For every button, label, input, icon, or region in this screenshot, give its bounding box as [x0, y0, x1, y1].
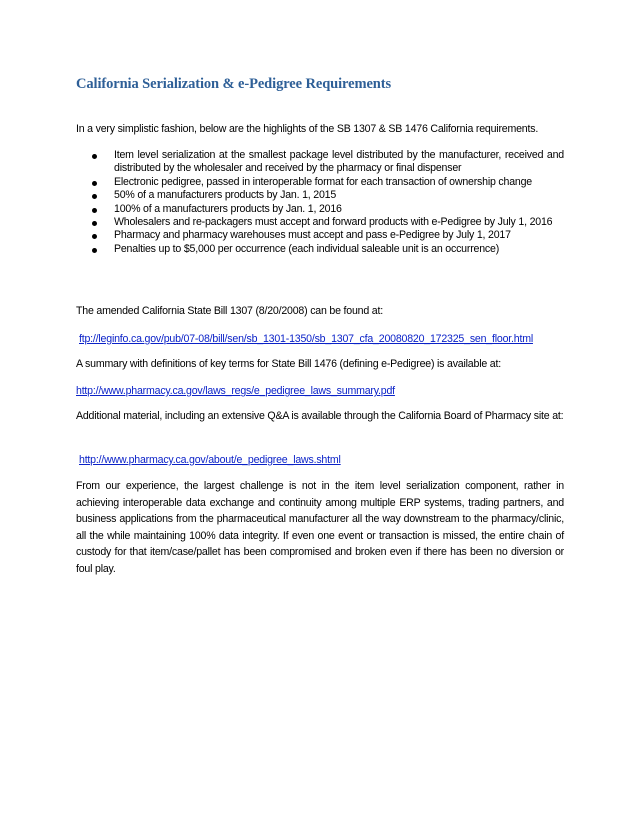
- list-item: [76, 243, 564, 256]
- list-item-text: Item level serialization at the smallest package level distributed by the manufacturer, received and distributed by the wholesaler and received by the pharmacy or final dispenser: [114, 149, 564, 175]
- bill-1476-link-line: [76, 384, 564, 398]
- list-item-text: Pharmacy and pharmacy warehouses must accept and pass e-Pedigree by July 1, 2017: [114, 229, 511, 242]
- additional-material-link[interactable]: http://www.pharmacy.ca.gov/about/e_pedigree_laws.shtml: [79, 454, 341, 466]
- bill-1307-link-line: [79, 332, 567, 346]
- additional-material-paragraph: Additional material, including an extensive Q&A is available through the California Board of Pharmacy site at:: [76, 410, 564, 422]
- list-item-text: 50% of a manufacturers products by Jan. 1, 2015: [114, 189, 337, 202]
- document-title: California Serialization & e-Pedigree Requirements: [76, 76, 392, 92]
- list-item: [76, 176, 564, 189]
- experience-paragraph: From our experience, the largest challenge is not in the item level serialization component, rather in achieving interoperable data exchange and continuity among multiple ERP systems, trading partners, and business applications from the pharmaceutical manufacturer all the way downstream to the pharmacy/clinic, all the while maintaining 100% data integrity. If even one event or transaction is missed, the entire chain of custody for that item/case/pallet has been compromised and broken even if there has been no diversion or foul play.: [76, 480, 564, 575]
- list-item: [76, 189, 564, 202]
- bullet-icon: [92, 221, 97, 226]
- bullet-icon: [92, 208, 97, 213]
- bill-1307-link[interactable]: ftp://leginfo.ca.gov/pub/07-08/bill/sen/sb_1301-1350/sb_1307_cfa_20080820_172325_sen_floor.html: [79, 333, 533, 345]
- bill-1476-link[interactable]: http://www.pharmacy.ca.gov/laws_regs/e_pedigree_laws_summary.pdf: [76, 385, 395, 397]
- bullet-icon: [92, 154, 97, 159]
- bill-1476-paragraph: A summary with definitions of key terms for State Bill 1476 (defining e-Pedigree) is available at:: [76, 358, 501, 370]
- list-item: [76, 229, 564, 242]
- intro-paragraph: In a very simplistic fashion, below are the highlights of the SB 1307 & SB 1476 California requirements.: [76, 123, 539, 135]
- list-item-text: Wholesalers and re-packagers must accept and forward products with e-Pedigree by July 1, 2016: [114, 216, 553, 229]
- additional-link-line: [79, 453, 567, 467]
- requirements-list: [76, 149, 564, 256]
- list-item-text: Penalties up to $5,000 per occurrence (each individual saleable unit is an occurrence): [114, 242, 500, 255]
- bullet-icon: [92, 248, 97, 253]
- list-item-text: Electronic pedigree, passed in interoperable format for each transaction of ownership change: [114, 175, 532, 188]
- list-item: [76, 216, 564, 229]
- bullet-icon: [92, 234, 97, 239]
- bill-1307-paragraph: The amended California State Bill 1307 (8/20/2008) can be found at:: [76, 305, 383, 317]
- document-page: [76, 0, 564, 826]
- list-item: [76, 203, 564, 216]
- list-item: [76, 149, 564, 176]
- list-item-text: 100% of a manufacturers products by Jan. 1, 2016: [114, 202, 342, 215]
- bullet-icon: [92, 181, 97, 186]
- bullet-icon: [92, 194, 97, 199]
